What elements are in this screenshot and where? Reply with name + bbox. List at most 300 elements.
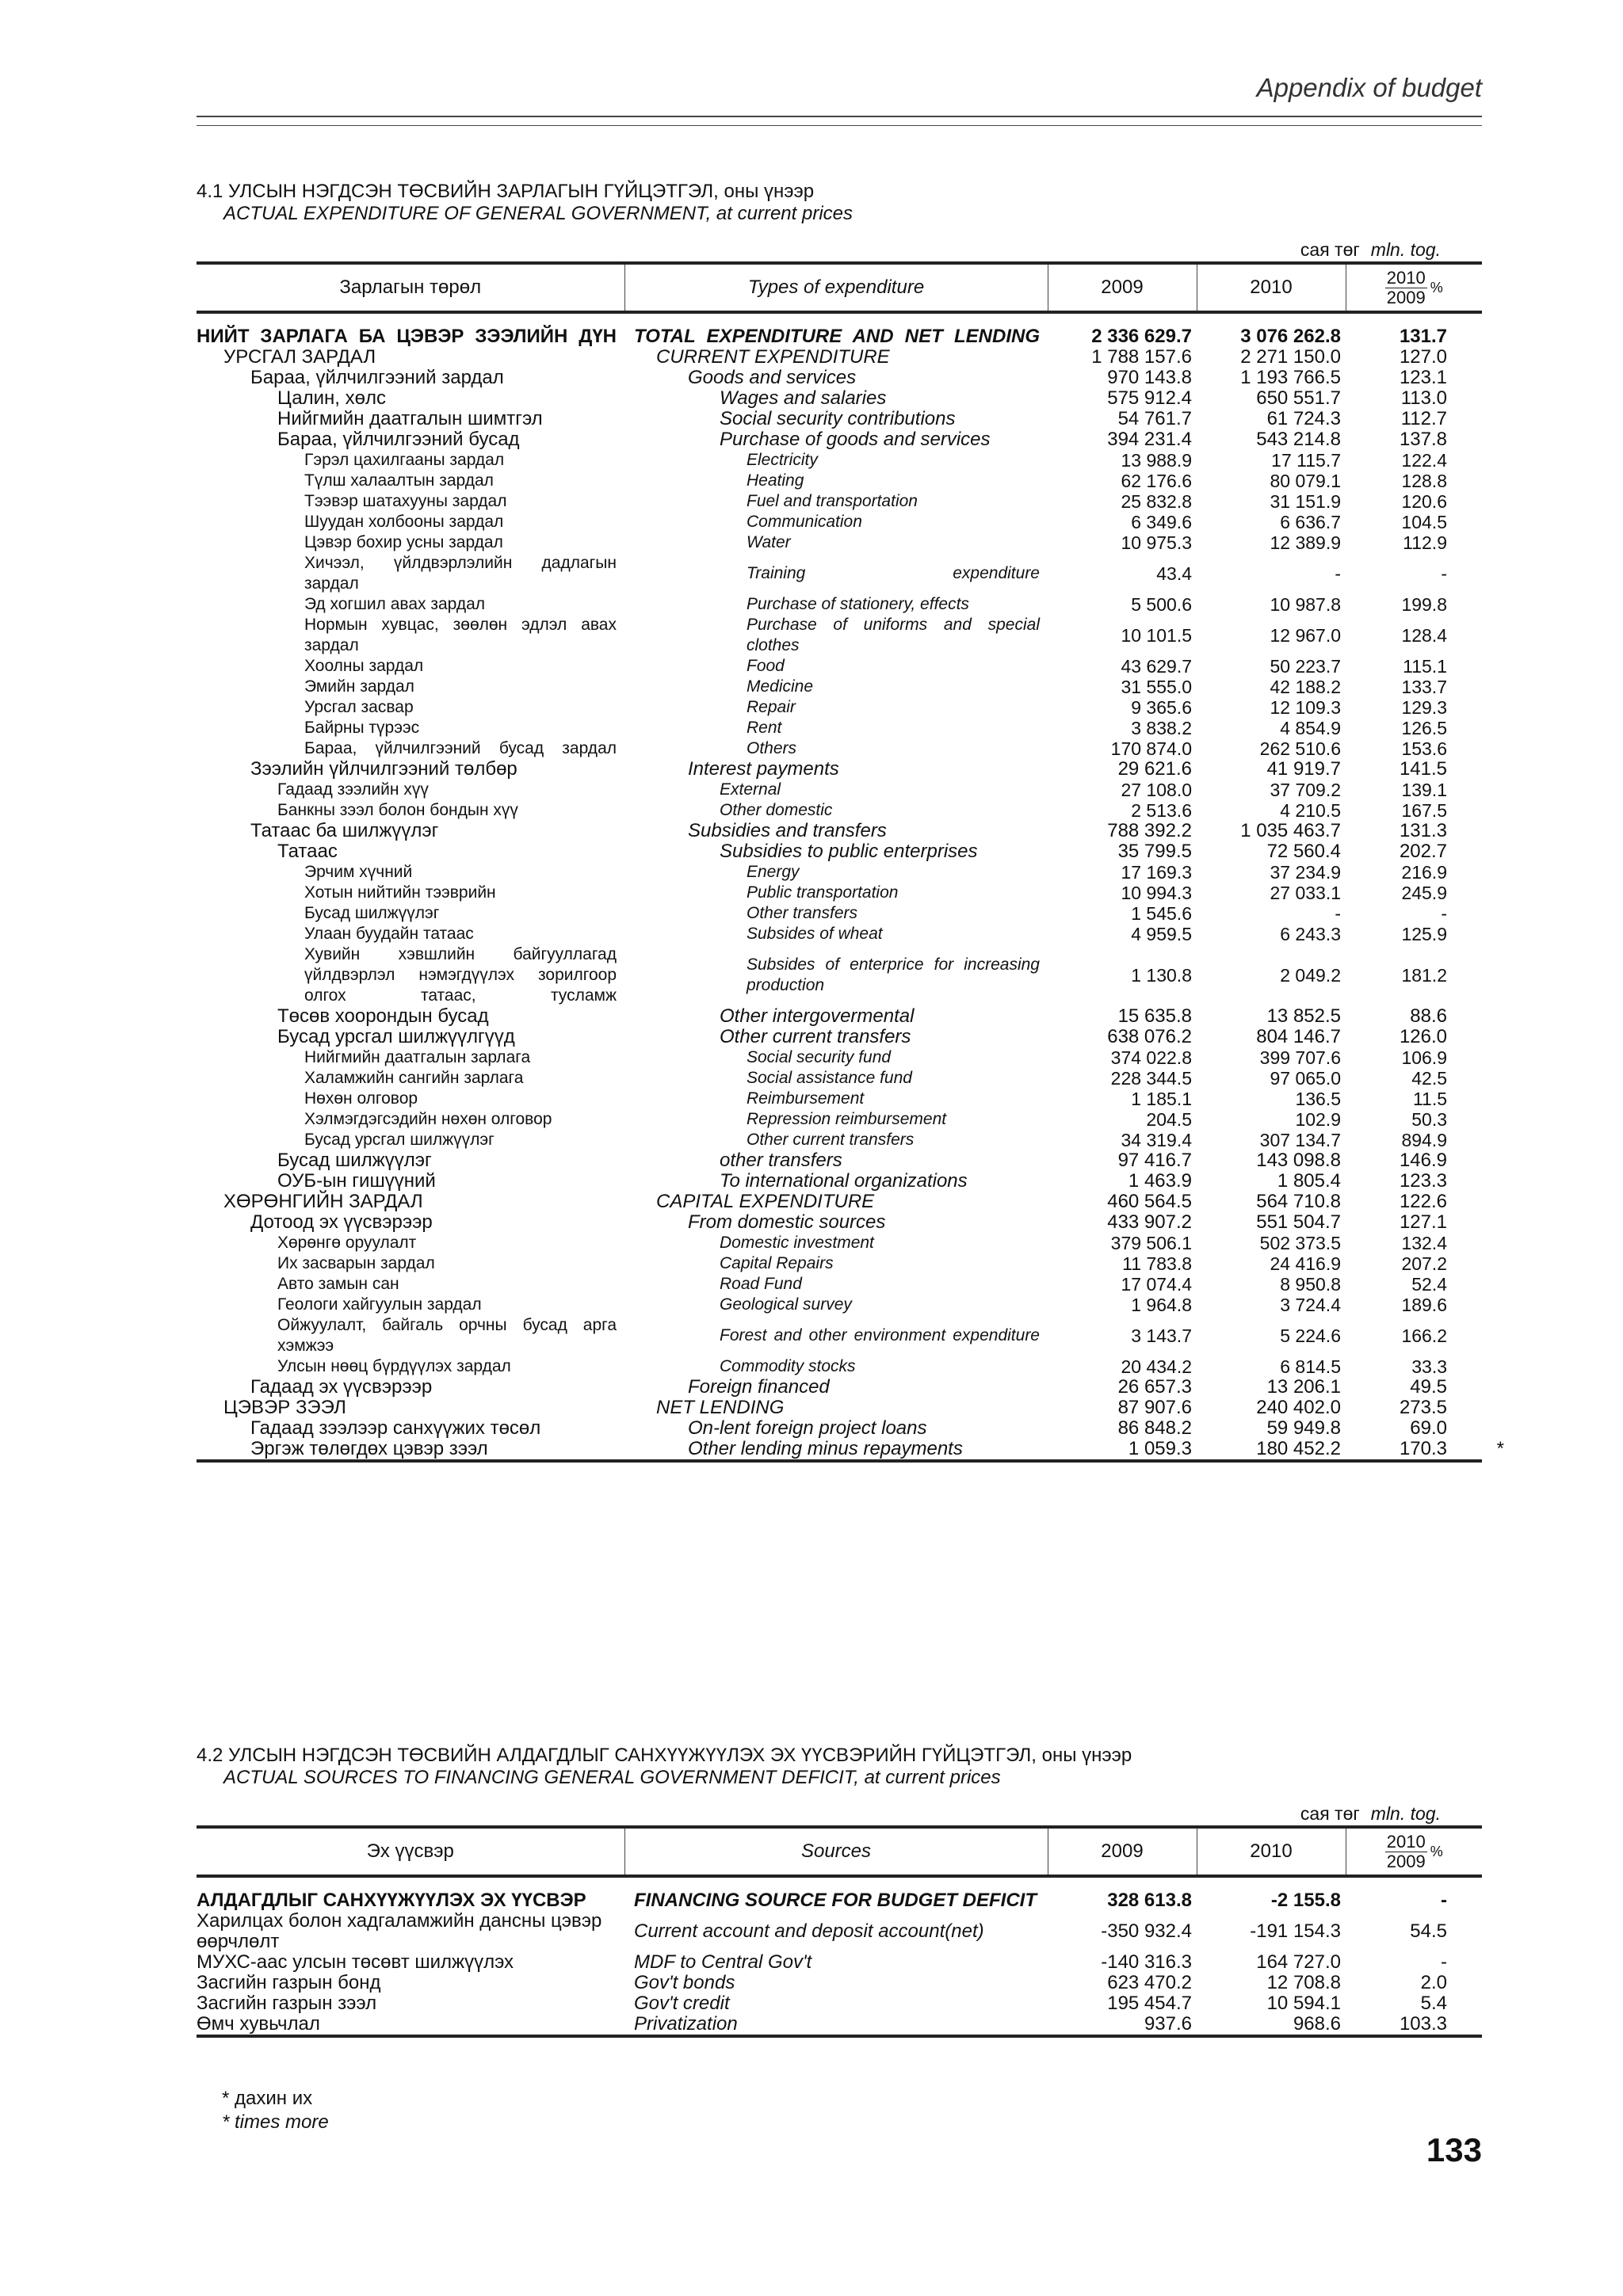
row-label-en: External [720, 780, 781, 799]
value-2010: 650 551.7 [1256, 387, 1341, 409]
table-row [197, 594, 1482, 615]
value-2010: 1 805.4 [1277, 1170, 1341, 1192]
col-header-2010: 2010 [1197, 263, 1346, 312]
table-row [197, 697, 1482, 718]
value-percent: 128.4 [1401, 625, 1447, 646]
table-row [197, 1047, 1482, 1068]
value-2009: 10 101.5 [1121, 625, 1192, 646]
table-row [197, 1274, 1482, 1295]
value-percent: 125.9 [1401, 924, 1447, 944]
footnote-en: * times more [222, 2111, 329, 2133]
row-label-en: Privatization [624, 2014, 1048, 2036]
row-label-en: Subsidies to public enterprises [720, 841, 978, 862]
value-percent: 129.3 [1401, 697, 1447, 718]
row-label-mn: Шуудан холбооны зардал [304, 513, 504, 531]
value-2009: 10 994.3 [1121, 883, 1192, 903]
value-percent: 207.2 [1401, 1253, 1447, 1274]
row-label-en: Purchase of stationery, effects [747, 595, 969, 613]
row-label-en: Goods and services [688, 367, 857, 388]
row-label-mn: Хоолны зардал [304, 657, 424, 675]
table-row [197, 553, 1482, 594]
value-2010: 6 243.3 [1280, 924, 1341, 944]
row-label-en: Commodity stocks [720, 1357, 856, 1375]
table-row [197, 1377, 1482, 1398]
value-percent: 11.5 [1412, 1089, 1447, 1109]
row-label-en: Water [747, 533, 791, 551]
table-row [197, 1006, 1482, 1027]
table-row [197, 409, 1482, 429]
value-2010: 13 852.5 [1266, 1005, 1341, 1027]
row-label-en: TOTAL EXPENDITURE AND NET LENDING [634, 326, 1040, 347]
row-label-mn: Хувийн хэвшлийн байгууллагад үйлдвэрлэл нэмэгдүүлэх зорилгоор олгох татаас, тусламж [304, 945, 617, 1005]
row-label-mn: Гадаад зээлээр санхүүжих төсөл [250, 1417, 541, 1439]
value-2009: 5 500.6 [1131, 594, 1192, 615]
row-label-en: Road Fund [720, 1275, 802, 1293]
table-row [197, 1315, 1482, 1356]
row-label-en: Heating [747, 471, 804, 490]
row-label-en: Other transfers [747, 904, 858, 922]
row-label-mn: Гадаад эх үүсвэрээр [250, 1376, 433, 1398]
row-label-mn: Эд хогшил авах зардал [304, 595, 486, 613]
row-label-mn: Эрчим хүчний [304, 863, 413, 881]
row-label-mn: Дотоод эх үүсвэрээр [250, 1211, 433, 1233]
value-2009: 26 657.3 [1117, 1376, 1192, 1398]
row-label-mn: Улсын нөөц бүрдүүлэх зардал [277, 1357, 511, 1375]
value-percent: 216.9 [1401, 862, 1447, 883]
row-label-en: Other lending minus repayments [624, 1439, 1048, 1461]
row-label-mn: Хичээл, үйлдвэрлэлийн дадлагын зардал [304, 554, 617, 593]
value-2010: 804 146.7 [1256, 1026, 1341, 1047]
row-label-mn: Зээлийн үйлчилгээний төлбөр [250, 758, 517, 780]
row-label-en: Domestic investment [720, 1234, 874, 1252]
row-label-mn: Авто замын сан [277, 1275, 399, 1293]
value-percent: 153.6 [1401, 738, 1447, 759]
value-2010: 262 510.6 [1259, 738, 1341, 759]
value-2009: 62 176.6 [1121, 471, 1192, 491]
value-2010: 4 210.5 [1280, 800, 1341, 821]
value-2009: 97 416.7 [1117, 1150, 1192, 1171]
table-row [197, 903, 1482, 924]
value-2009: 170 874.0 [1110, 738, 1192, 759]
value-2010: 399 707.6 [1259, 1047, 1341, 1068]
value-2010: - [1335, 903, 1341, 924]
value-2009: 29 621.6 [1117, 758, 1192, 780]
row-label-mn: Бусад шилжүүлэг [304, 904, 440, 922]
row-label-mn: НИЙТ ЗАРЛАГА БА ЦЭВЭР ЗЭЭЛИЙН ДҮН [197, 326, 617, 347]
value-percent: 123.1 [1399, 367, 1447, 388]
value-2009: 195 454.7 [1107, 1993, 1192, 2014]
value-percent: 128.8 [1401, 471, 1447, 491]
value-2010: 180 452.2 [1197, 1439, 1346, 1461]
table-row [197, 368, 1482, 388]
table-row [197, 1973, 1482, 1993]
table-row [197, 738, 1482, 759]
value-percent: 42.5 [1411, 1068, 1447, 1089]
value-percent-text: 170.3 [1399, 1438, 1447, 1459]
value-2010: 502 373.5 [1259, 1233, 1341, 1253]
row-label-mn: Геологи хайгуулын зардал [277, 1295, 482, 1314]
value-percent: 122.4 [1401, 450, 1447, 471]
value-percent: 894.9 [1401, 1130, 1447, 1150]
value-2010: 12 109.3 [1270, 697, 1341, 718]
value-percent: 189.6 [1401, 1295, 1447, 1315]
table-row [197, 1356, 1482, 1377]
value-percent: 181.2 [1401, 965, 1447, 986]
value-2010: 12 389.9 [1270, 532, 1341, 553]
table-row [197, 800, 1482, 821]
value-2010: 80 079.1 [1270, 471, 1341, 491]
row-label-mn: Цалин, хөлс [277, 387, 386, 409]
value-percent: 166.2 [1401, 1325, 1447, 1346]
value-2009: -140 316.3 [1101, 1951, 1192, 1973]
row-label-en: Food [747, 657, 785, 675]
row-label-mn: Хотын нийтийн тээврийн [304, 883, 496, 902]
footnotes [222, 2087, 329, 2134]
ratio-fraction [1385, 1833, 1427, 1871]
row-label-en: Wages and salaries [720, 387, 887, 409]
table-row [197, 1233, 1482, 1253]
row-label-mn: Харилцах болон хадгаламжийн дансны цэвэр өөрчлөлт [197, 1910, 602, 1952]
table-row [197, 532, 1482, 553]
value-2009: 27 108.0 [1121, 780, 1192, 800]
value-2009: 3 838.2 [1131, 718, 1192, 738]
value-2010: 17 115.7 [1271, 450, 1341, 471]
table-row [197, 2014, 1482, 2036]
table-row [197, 821, 1482, 841]
value-2010: 307 134.7 [1259, 1130, 1341, 1150]
deficit-table-body [197, 1876, 1482, 2036]
value-2010: 4 854.9 [1280, 718, 1341, 738]
row-label-en: Gov't credit [634, 1993, 730, 2014]
value-2010: 136.5 [1295, 1089, 1341, 1109]
deficit-financing-table [197, 1825, 1482, 2038]
value-percent: 273.5 [1399, 1397, 1447, 1418]
row-label-mn: МУХС-аас улсын төсөвт шилжүүлэх [197, 1951, 514, 1973]
ratio-numerator: 2010 [1386, 267, 1426, 288]
value-2010: 24 416.9 [1270, 1253, 1341, 1274]
row-label-en: Social security fund [747, 1048, 892, 1066]
value-2009: 2 336 629.7 [1091, 326, 1192, 347]
expenditure-table-body [197, 312, 1504, 1461]
value-2009: 31 555.0 [1121, 677, 1192, 697]
value-percent: 126.5 [1401, 718, 1447, 738]
value-percent: 167.5 [1401, 800, 1447, 821]
value-2010: 551 504.7 [1256, 1211, 1341, 1233]
value-2009: 54 761.7 [1117, 408, 1192, 429]
value-2009: 34 319.4 [1121, 1130, 1192, 1150]
row-label-en: Social assistance fund [747, 1069, 912, 1087]
ratio-percent-sign: % [1430, 279, 1443, 296]
ratio-denominator: 2009 [1386, 1851, 1426, 1871]
row-label-en: Communication [747, 513, 862, 531]
row-label-en: Purchase of goods and services [720, 429, 991, 450]
value-2009: 788 392.2 [1107, 820, 1192, 841]
value-2010: 3 724.4 [1280, 1295, 1341, 1315]
value-2010: 10 987.8 [1270, 594, 1341, 615]
table1-unit-en: mln. tog. [1370, 239, 1441, 260]
row-label-mn: ОУБ-ын гишүүний [277, 1170, 436, 1192]
row-label-en: CAPITAL EXPENDITURE [656, 1191, 875, 1212]
table-row [197, 780, 1482, 800]
table-row [197, 615, 1482, 656]
value-percent: 50.3 [1411, 1109, 1447, 1130]
row-label-en: Current account and deposit account(net) [634, 1920, 984, 1942]
value-percent: - [1441, 1951, 1447, 1973]
row-label-en: Purchase of uniforms and special clothes [747, 616, 1040, 654]
value-2010: 61 724.3 [1266, 408, 1341, 429]
row-label-en: To international organizations [720, 1170, 968, 1192]
row-label-mn: Халамжийн сангийн зарлага [304, 1069, 524, 1087]
value-percent: 88.6 [1410, 1005, 1447, 1027]
row-label-mn: Бараа, үйлчилгээний бусад зардал [304, 739, 617, 757]
value-2009: 379 506.1 [1110, 1233, 1192, 1253]
table-row [197, 1109, 1482, 1130]
table-row [197, 471, 1482, 491]
table-row [197, 1993, 1482, 2014]
value-2009: 1 463.9 [1128, 1170, 1192, 1192]
row-label-mn: Эргэж төлөгдөх цэвэр зээл [197, 1439, 624, 1461]
row-label-mn: Засгийн газрын бонд [197, 1972, 381, 1993]
value-percent: 103.3 [1346, 2014, 1482, 2036]
row-label-en: Other domestic [720, 801, 833, 819]
row-label-en: Subsidies and transfers [688, 820, 887, 841]
value-2010: 6 636.7 [1280, 512, 1341, 532]
value-2009: 86 848.2 [1117, 1417, 1192, 1439]
row-label-en: Rent [747, 719, 782, 737]
row-label-en: Public transportation [747, 883, 899, 902]
row-label-mn: Эмийн зардал [304, 677, 414, 696]
value-2010: 37 709.2 [1270, 780, 1341, 800]
section-deficit-financing [197, 1745, 1482, 2038]
row-label-en: Other current transfers [720, 1026, 911, 1047]
row-label-mn: Хэлмэгдэгсэдийн нөхөн олговор [304, 1110, 552, 1128]
value-2010: 50 223.7 [1270, 656, 1341, 677]
row-label-mn: Ойжуулалт, байгаль орчны бусад арга хэмжээ [277, 1316, 617, 1355]
value-2010: 2 271 150.0 [1240, 346, 1341, 368]
table-row [197, 1952, 1482, 1973]
table-row [197, 1911, 1482, 1952]
table2-unit [197, 1803, 1482, 1825]
value-2010: 27 033.1 [1270, 883, 1341, 903]
value-percent: 54.5 [1410, 1920, 1447, 1942]
value-2009: 11 783.8 [1122, 1253, 1192, 1274]
row-label-mn: Түлш халаалтын зардал [304, 471, 494, 490]
value-percent: 139.1 [1401, 780, 1447, 800]
row-label-en: Gov't bonds [634, 1972, 735, 1993]
value-percent: 115.1 [1403, 656, 1447, 677]
value-2009: 4 959.5 [1131, 924, 1192, 944]
value-2010: 42 188.2 [1270, 677, 1341, 697]
row-label-en: Repression reimbursement [747, 1110, 947, 1128]
section-expenditure [197, 181, 1504, 1463]
value-2009: 15 635.8 [1117, 1005, 1192, 1027]
value-percent: 199.8 [1401, 594, 1447, 615]
value-2009: 3 143.7 [1131, 1325, 1192, 1346]
table-row [197, 1212, 1482, 1233]
col-header-en: Sources [624, 1827, 1048, 1876]
value-percent: 131.7 [1399, 326, 1447, 347]
value-percent: 52.4 [1411, 1274, 1447, 1295]
row-label-mn: Нормын хувцас, зөөлөн эдлэл авах зардал [304, 616, 617, 654]
value-percent: 113.0 [1400, 387, 1447, 409]
value-2009: 2 513.6 [1131, 800, 1192, 821]
table-row [197, 312, 1482, 347]
table-header-row [197, 1827, 1482, 1876]
row-label-en: Other intergovermental [720, 1005, 915, 1027]
row-label-en: Foreign financed [688, 1376, 830, 1398]
value-2009: 17 169.3 [1121, 862, 1192, 883]
value-2010: 13 206.1 [1266, 1376, 1341, 1398]
table-row [197, 1089, 1482, 1109]
row-label-en: Training expenditure [747, 564, 1040, 582]
value-2009: 1 059.3 [1048, 1439, 1197, 1461]
table-row [197, 1398, 1482, 1418]
table2-title-en: ACTUAL SOURCES TO FINANCING GENERAL GOVERNMENT DEFICIT, at current prices [223, 1767, 1001, 1788]
table2-unit-mn: сая төг [1300, 1803, 1360, 1824]
row-label-mn: Цэвэр бохир усны зардал [304, 533, 503, 551]
table-row [197, 1130, 1482, 1150]
row-label-mn: Нөхөн олговор [304, 1089, 418, 1108]
value-2009: 328 613.8 [1107, 1890, 1192, 1911]
value-2009: 1 788 157.6 [1091, 346, 1192, 368]
table-row [197, 512, 1482, 532]
value-2009: 25 832.8 [1121, 491, 1192, 512]
row-label-mn: Бусад урсгал шилжүүлэг [304, 1131, 495, 1149]
table-row [197, 429, 1482, 450]
table-row [197, 388, 1482, 409]
footnote-mn: * дахин их [222, 2088, 313, 2109]
value-percent: 5.4 [1420, 1993, 1447, 2014]
value-percent: 120.6 [1401, 491, 1447, 512]
value-2010: 41 919.7 [1266, 758, 1341, 780]
table-row [197, 862, 1482, 883]
value-percent: 137.8 [1399, 429, 1447, 450]
value-2010: 102.9 [1295, 1109, 1341, 1130]
ratio-percent-sign: % [1430, 1843, 1443, 1859]
value-percent: 133.7 [1401, 677, 1447, 697]
value-2010: 564 710.8 [1256, 1191, 1341, 1212]
value-2009: 20 434.2 [1121, 1356, 1192, 1377]
page-header [197, 73, 1482, 130]
row-label-mn: Хөрөнгө оруулалт [277, 1234, 417, 1252]
row-label-en: Electricity [747, 451, 818, 469]
value-2010: 31 151.9 [1270, 491, 1341, 512]
value-2010: 8 950.8 [1280, 1274, 1341, 1295]
value-2009: 87 907.6 [1117, 1397, 1192, 1418]
value-2009: 1 964.8 [1131, 1295, 1192, 1315]
table-row [197, 944, 1482, 1006]
value-2010: 1 193 766.5 [1240, 367, 1341, 388]
col-header-en: Types of expenditure [624, 263, 1048, 312]
row-label-en: other transfers [720, 1150, 842, 1171]
value-percent: 2.0 [1420, 1972, 1447, 1993]
value-2009: 623 470.2 [1107, 1972, 1192, 1993]
row-label-en: Social security contributions [720, 408, 956, 429]
ratio-numerator: 2010 [1386, 1831, 1426, 1852]
value-percent: 127.1 [1399, 1211, 1447, 1233]
row-label-en: Capital Repairs [720, 1254, 834, 1272]
row-label-en: Subsides of enterprice for increasing production [747, 955, 1040, 994]
value-2010: 97 065.0 [1270, 1068, 1341, 1089]
row-label-en: FINANCING SOURCE FOR BUDGET DEFICIT [634, 1890, 1037, 1911]
value-2009: 6 349.6 [1131, 512, 1192, 532]
value-2009: 374 022.8 [1110, 1047, 1192, 1068]
table-row [197, 1876, 1482, 1911]
row-label-mn: Банкны зээл болон бондын хүү [277, 801, 518, 819]
table1-unit [197, 239, 1482, 261]
ratio-fraction [1385, 269, 1427, 307]
col-header-ratio [1346, 1827, 1482, 1876]
row-label-mn: Төсөв хоорондын бусад [277, 1005, 489, 1027]
row-label-mn: Нийгмийн даатгалын зарлага [304, 1048, 531, 1066]
row-label-en: On-lent foreign project loans [688, 1417, 927, 1439]
row-label-mn: Татаас [277, 841, 338, 862]
table-row [197, 1295, 1482, 1315]
row-label-mn: Татаас ба шилжүүлэг [250, 820, 439, 841]
table-row [197, 656, 1482, 677]
row-label-en: Forest and other environment expenditure [720, 1326, 1040, 1344]
row-label-en: Others [747, 739, 797, 757]
value-2010: 543 214.8 [1256, 429, 1341, 450]
value-2009: 433 907.2 [1107, 1211, 1192, 1233]
table-row [197, 718, 1482, 738]
value-2010: 240 402.0 [1256, 1397, 1341, 1418]
value-percent: 123.3 [1399, 1170, 1447, 1192]
row-label-en: Medicine [747, 677, 814, 696]
row-label-en: CURRENT EXPENDITURE [656, 346, 890, 368]
value-2010: 5 224.6 [1280, 1325, 1341, 1346]
row-label-en: Subsides of wheat [747, 925, 883, 943]
value-2009: 1 130.8 [1131, 965, 1192, 986]
row-label-mn: Улаан буудайн татаас [304, 925, 474, 943]
table-row [197, 1027, 1482, 1047]
row-label-mn: Гэрэл цахилгааны зардал [304, 451, 505, 469]
value-2010: - [1335, 563, 1341, 584]
row-label-en: Fuel and transportation [747, 492, 918, 510]
row-label-mn: Нийгмийн даатгалын шимтгэл [277, 408, 543, 429]
table-row [197, 759, 1482, 780]
col-header-2010: 2010 [1197, 1827, 1346, 1876]
value-2010: 59 949.8 [1266, 1417, 1341, 1439]
row-label-en: Interest payments [688, 758, 839, 780]
value-2009: 575 912.4 [1107, 387, 1192, 409]
row-label-mn: Гадаад зээлийн хүү [277, 780, 429, 799]
running-header-title: Appendix of budget [1256, 73, 1482, 102]
row-label-mn: ЦЭВЭР ЗЭЭЛ [223, 1397, 346, 1418]
ratio-denominator: 2009 [1386, 287, 1426, 307]
value-percent: 112.9 [1403, 532, 1447, 553]
table-row [197, 1068, 1482, 1089]
value-2009: 35 799.5 [1117, 841, 1192, 862]
row-label-mn: Байрны түрээс [304, 719, 420, 737]
value-percent: 245.9 [1401, 883, 1447, 903]
row-label-mn: Тээвэр шатахууны зардал [304, 492, 507, 510]
table-row [197, 677, 1482, 697]
value-2010: 3 076 262.8 [1240, 326, 1341, 347]
table-header-row [197, 263, 1482, 312]
value-2009: 970 143.8 [1107, 367, 1192, 388]
value-2009: 13 988.9 [1121, 450, 1192, 471]
value-2009: 9 365.6 [1131, 697, 1192, 718]
row-label-en: NET LENDING [656, 1397, 785, 1418]
row-label-mn: Бусад урсгал шилжүүлгүүд [277, 1026, 515, 1047]
value-percent: 127.0 [1399, 346, 1447, 368]
value-2010: -2 155.8 [1270, 1890, 1341, 1911]
value-2009: -350 932.4 [1101, 1920, 1192, 1942]
expenditure-table [197, 261, 1504, 1463]
row-label-mn: Их засварын зардал [277, 1254, 435, 1272]
value-2010: -191 154.3 [1250, 1920, 1341, 1942]
